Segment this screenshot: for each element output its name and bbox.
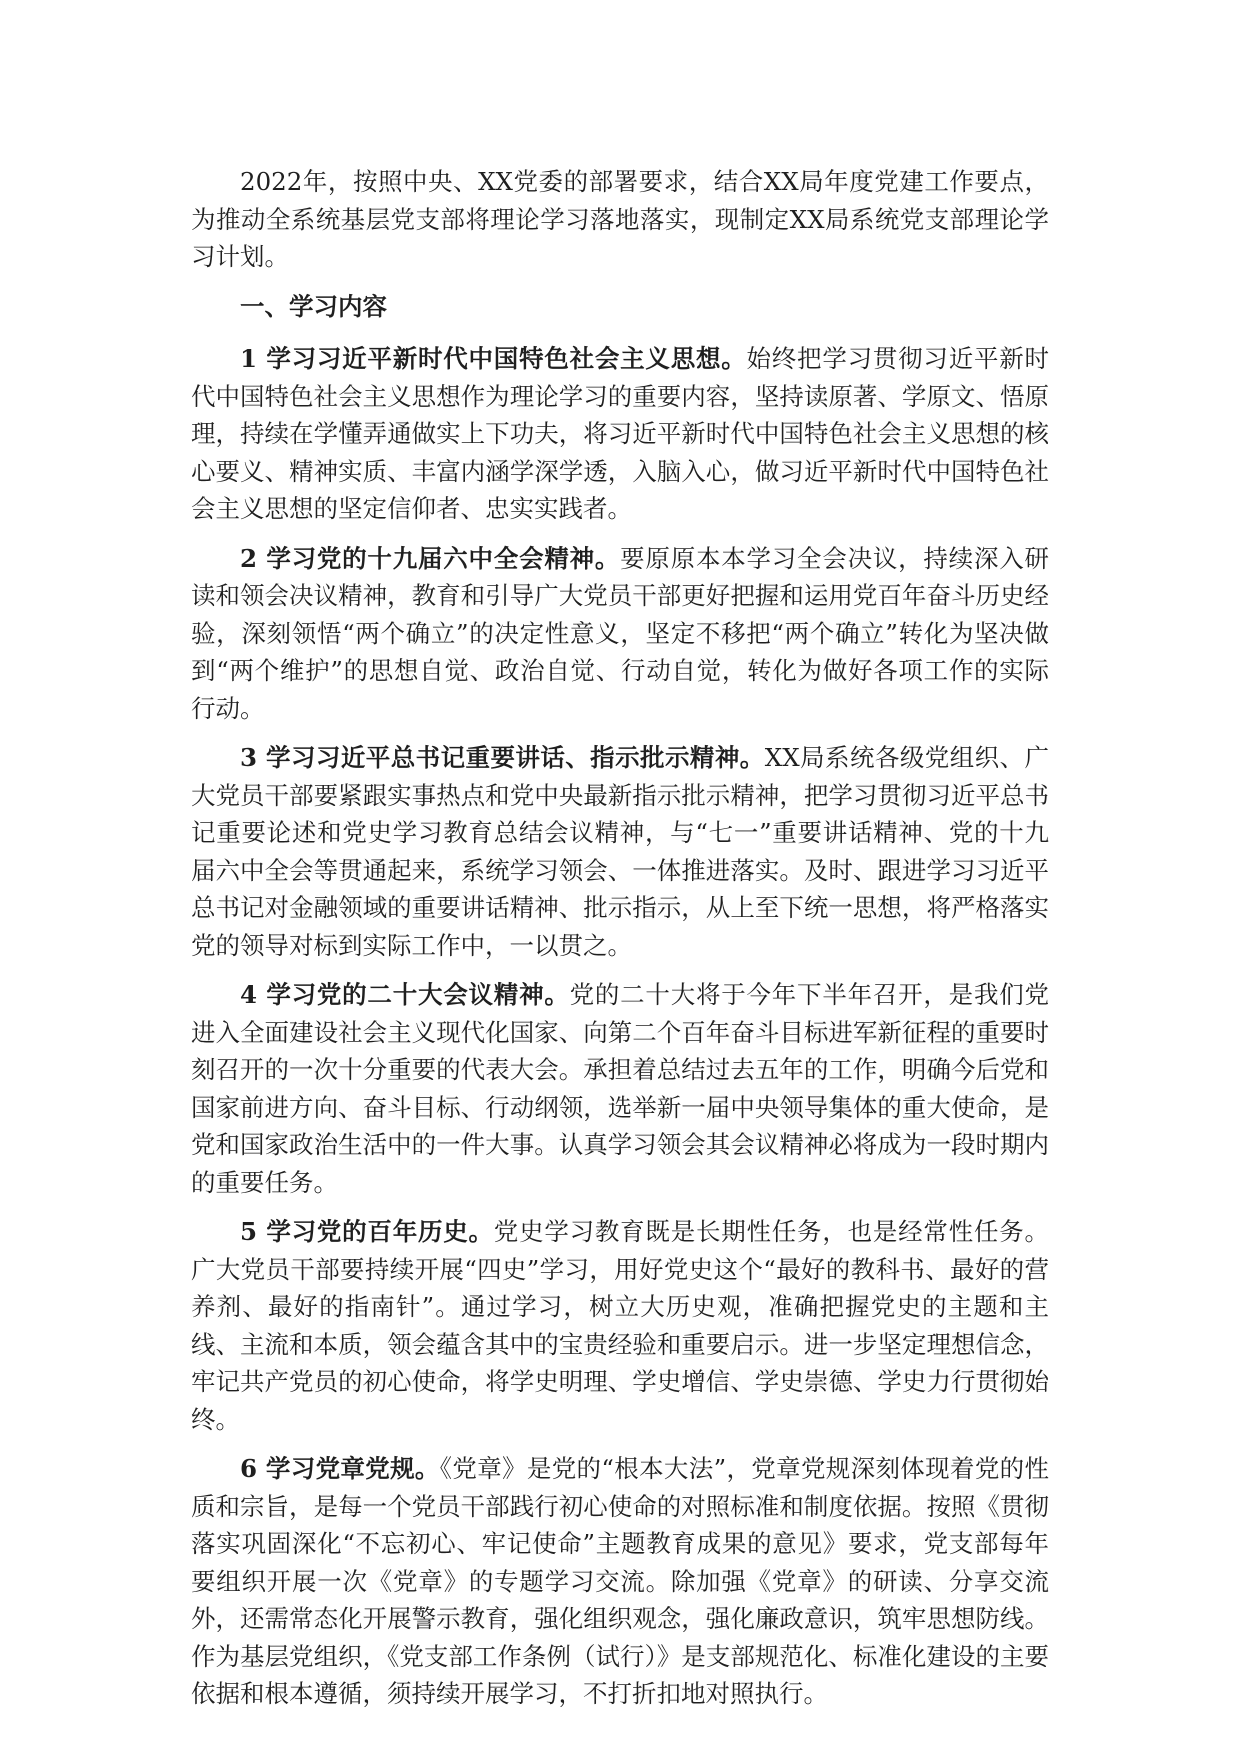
study-item-text: 《党章》是党的“根本大法”，党章党规深刻体现着党的性质和宗旨，是每一个党员干部践行初心使命的对照标准和制度依据。按照《贯彻落实巩固深化“不忘初心、牢记使命”主题教育成果的意见》要求，党支部每年要组织开展一次《党章》的专题学习交流。除加强《党章》的研读、分享交流外，还需常态化开展警示教育，强化组织观念，强化廉政意识，筑牢思想防线。作为基层党组织，《党支部工作条例（试行）》是支部规范化、标准化建设的主要依据和根本遵循，须持续开展学习，不打折扣地对照执行。: [191, 1454, 1049, 1708]
study-item-text: 始终把学习贯彻习近平新时代中国特色社会主义思想作为理论学习的重要内容，坚持读原著、学原文、悟原理，持续在学懂弄通做实上下功夫，将习近平新时代中国特色社会主义思想的核心要义、精神实质、丰富内涵学深学透，入脑入心，做习近平新时代中国特色社会主义思想的坚定信仰者、忠实实践者。: [191, 344, 1050, 523]
study-item-title: 3 学习习近平总书记重要讲话、指示批示精神。: [240, 743, 765, 772]
study-item-title: 5 学习党的百年历史。: [240, 1217, 494, 1246]
study-item-2: [191, 540, 1049, 728]
section-heading: 一、学习内容: [240, 291, 387, 321]
study-item-6: [191, 1450, 1049, 1713]
study-item-text: 要原原本本学习全会决议，持续深入研读和领会决议精神，教育和引导广大党员干部更好把握和运用党百年奋斗历史经验，深刻领悟“两个确立”的决定性意义，坚定不移把“两个确立”转化为坚决做到“两个维护”的思想自觉、政治自觉、行动自觉，转化为做好各项工作的实际行动。: [191, 543, 1050, 723]
study-item-title: 6 学习党章党规。: [240, 1454, 440, 1483]
study-item-text: 党史学习教育既是长期性任务，也是经常性任务。广大党员干部要持续开展“四史”学习，用好党史这个“最好的教科书、最好的营养剂、最好的指南针”。通过学习，树立大历史观，准确把握党史的主题和主线、主流和本质，领会蕴含其中的宝贵经验和重要启示。进一步坚定理想信念，牢记共产党员的初心使命，将学史明理、学史增信、学史崇德、学史力行贯彻始终。: [191, 1217, 1049, 1434]
study-item-title: 2 学习党的十九届六中全会精神。: [240, 543, 621, 573]
document-page: [191, 163, 1049, 1725]
intro-paragraph: 2022年，按照中央、XX党委的部署要求，结合XX局年度党建工作要点，为推动全系统基层党支部将理论学习落地落实，现制定XX局系统党支部理论学习计划。: [191, 167, 1049, 271]
study-item-title: 4 学习党的二十大会议精神。: [240, 980, 570, 1009]
study-item-title: 1 学习习近平新时代中国特色社会主义思想。: [240, 344, 747, 373]
study-item-3: [191, 739, 1049, 964]
study-item-5: [191, 1213, 1049, 1438]
study-item-4: [191, 976, 1049, 1201]
study-item-1: [191, 340, 1049, 528]
study-item-text: 党的二十大将于今年下半年召开，是我们党进入全面建设社会主义现代化国家、向第二个百年奋斗目标进军新征程的重要时刻召开的一次十分重要的代表大会。承担着总结过去五年的工作，明确今后党和国家前进方向、奋斗目标、行动纲领，选举新一届中央领导集体的重大使命，是党和国家政治生活中的一件大事。认真学习领会其会议精神必将成为一段时期内的重要任务。: [191, 980, 1049, 1197]
study-item-text: XX局系统各级党组织、广大党员干部要紧跟实事热点和党中央最新指示批示精神，把学习贯彻习近平总书记重要论述和党史学习教育总结会议精神，与“七一”重要讲话精神、党的十九届六中全会等贯通起来，系统学习领会、一体推进落实。及时、跟进学习习近平总书记对金融领域的重要讲话精神、批示指示，从上至下统一思想，将严格落实党的领导对标到实际工作中，一以贯之。: [191, 743, 1049, 960]
